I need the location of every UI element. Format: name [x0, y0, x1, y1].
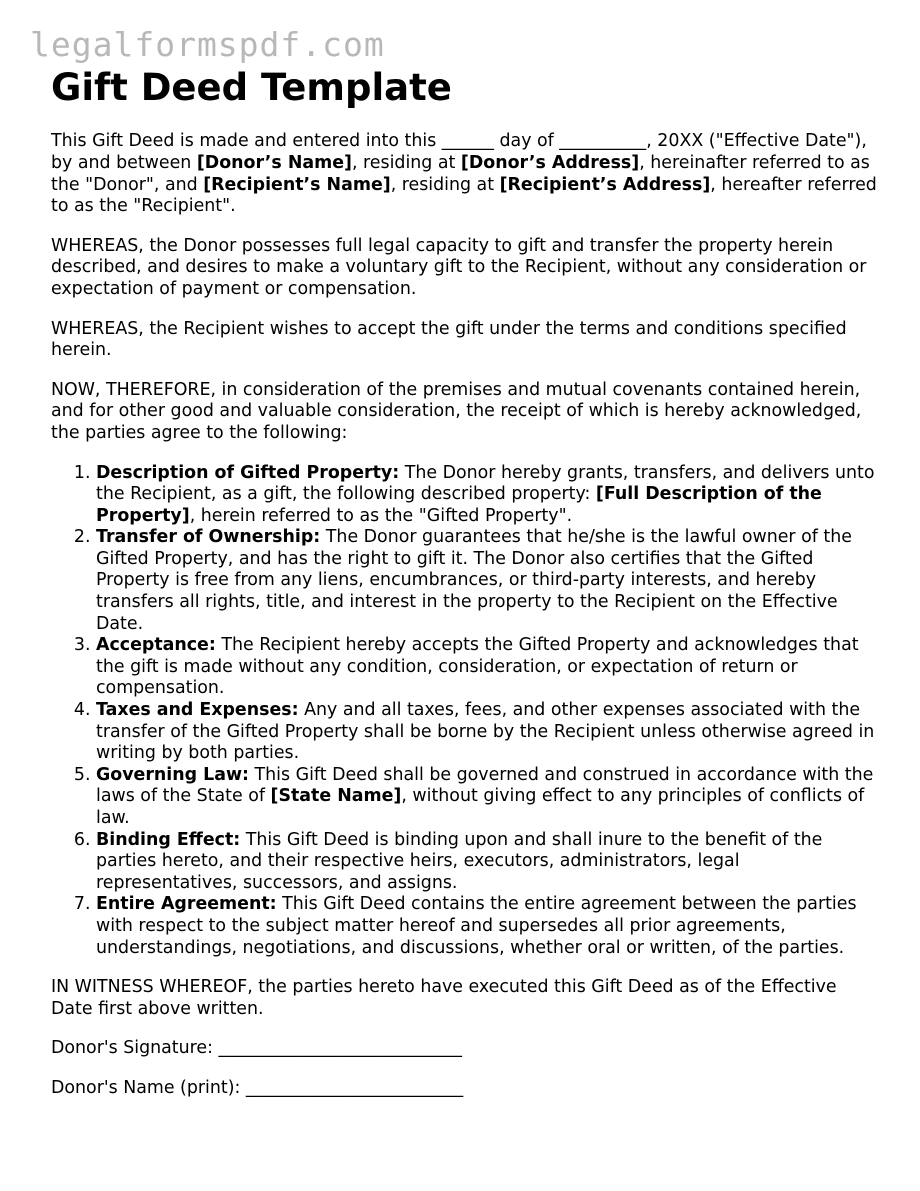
clause-item: 6. Binding Effect: This Gift Deed is binding upon and shall inure to the benefit of the parties hereto, and their respective heirs, executors, administrators, legal representatives, successors, and assigns.: [96, 830, 881, 895]
recipient-address-placeholder: [Recipient’s Address]: [499, 174, 711, 195]
donor-signature-line: Donor's Signature: ____________________________: [51, 1038, 462, 1059]
recipient-name-placeholder: [Recipient’s Name]: [203, 174, 391, 195]
whereas-paragraph-2: WHEREAS, the Recipient wishes to accept the gift under the terms and conditions specified herein.: [51, 318, 847, 361]
property-description-placeholder: [Full Description of the Property]: [96, 484, 822, 526]
clause-item: 4. Taxes and Expenses: Any and all taxes, fees, and other expenses associated with the transfer of the Gifted Property shall be borne by the Recipient unless otherwise agreed in writing by both parties.: [96, 700, 881, 765]
clause-item: 2. Transfer of Ownership: The Donor guarantees that he/she is the lawful owner of the Gifted Property, and has the right to gift it. The Donor also certifies that the Gifted Property is free from any liens, encumbrances, or third-party interests, and hereby transfers all rights, title, and interest in the property to the Recipient on the Effective Date.: [96, 527, 881, 635]
clauses-list: [51, 463, 881, 960]
whereas-paragraph-1: WHEREAS, the Donor possesses full legal capacity to gift and transfer the property herein described, and desires to make a voluntary gift to the Recipient, without any consideration or expectation of payment or compensation.: [51, 235, 867, 299]
intro-paragraph: This Gift Deed is made and entered into this ______ day of __________, 20XX ("Effective Date"), by and between [Donor’s Name], residing at [Donor’s Address], hereinafter referred to as the "Donor", and [Recipient’s Name], residing at [Recipient’s Address], hereafter referred to as the "Recipient".: [51, 131, 877, 217]
clause-item: 5. Governing Law: This Gift Deed shall be governed and construed in accordance with the laws of the State of [State Name], without giving effect to any principles of conflicts of law.: [96, 765, 881, 830]
watermark-logo: legalformspdf.com: [30, 25, 385, 64]
donor-name-placeholder: [Donor’s Name]: [196, 152, 352, 173]
clause-item: 7. Entire Agreement: This Gift Deed contains the entire agreement between the parties with respect to the subject matter hereof and supersedes all prior agreements, understandings, negotiations, and discussions, whether oral or written, of the parties.: [96, 894, 881, 959]
clause-item: 3. Acceptance: The Recipient hereby accepts the Gifted Property and acknowledges that the gift is made without any condition, consideration, or expectation of return or compensation.: [96, 635, 881, 700]
document-body: [51, 66, 881, 1118]
now-therefore-paragraph: NOW, THEREFORE, in consideration of the premises and mutual covenants contained herein, and for other good and valuable consideration, the receipt of which is hereby acknowledged, the parties agree to the following:: [51, 379, 862, 443]
page-title: Gift Deed Template: [51, 66, 452, 109]
clause-item: 1. Description of Gifted Property: The Donor hereby grants, transfers, and delivers unto the Recipient, as a gift, the following described property: [Full Description of the Property], herein referred to as the "Gifted Property".: [96, 463, 881, 528]
state-name-placeholder: [State Name]: [270, 786, 402, 807]
donor-name-print-line: Donor's Name (print): _________________________: [51, 1077, 464, 1098]
donor-address-placeholder: [Donor’s Address]: [460, 152, 640, 173]
witness-paragraph: IN WITNESS WHEREOF, the parties hereto have executed this Gift Deed as of the Effective Date first above written.: [51, 977, 837, 1019]
